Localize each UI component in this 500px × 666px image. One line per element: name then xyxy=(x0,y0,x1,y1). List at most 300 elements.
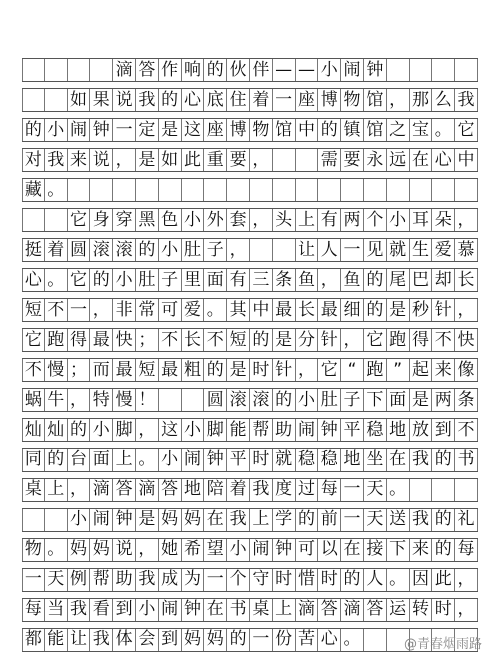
grid-cell: 时 xyxy=(250,359,273,381)
grid-cell: 是 xyxy=(227,359,250,381)
grid-cell: 一 xyxy=(341,479,364,501)
grid-cell: 脚 xyxy=(113,419,136,441)
grid-cell: 的 xyxy=(45,449,68,471)
grid-cell: 在 xyxy=(204,509,227,531)
grid-cell: 的 xyxy=(227,629,250,651)
grid-cell: 守 xyxy=(250,569,273,591)
grid-cell: 得 xyxy=(410,329,433,351)
grid-cell: 慢 xyxy=(45,359,68,381)
composition-grid-paper xyxy=(22,58,478,658)
grid-cell: 。 xyxy=(387,569,410,591)
grid-cell: 天 xyxy=(364,509,387,531)
grid-cell: 慢 xyxy=(113,389,136,411)
grid-cell: 滴 xyxy=(136,479,159,501)
grid-cell xyxy=(364,179,387,201)
grid-cell: 头 xyxy=(273,209,296,231)
grid-cell xyxy=(45,509,68,531)
grid-cell: 钟 xyxy=(273,539,296,561)
grid-cell: 闹 xyxy=(296,419,319,441)
grid-cell: 色 xyxy=(159,209,182,231)
grid-cell: 的 xyxy=(432,539,455,561)
grid-cell: 粗 xyxy=(182,359,205,381)
grid-cell: 可 xyxy=(296,539,319,561)
grid-cell: 不 xyxy=(204,329,227,351)
grid-cell xyxy=(273,239,296,261)
grid-cell: 脚 xyxy=(204,419,227,441)
grid-cell: 一 xyxy=(68,299,91,321)
grid-cell: 能 xyxy=(45,629,68,651)
grid-cell: 得 xyxy=(68,329,91,351)
grid-cell: 博 xyxy=(227,119,250,141)
grid-cell: 。 xyxy=(341,629,364,651)
grid-cell xyxy=(159,179,182,201)
grid-cell: 灿 xyxy=(45,419,68,441)
grid-row xyxy=(22,508,478,532)
grid-cell: 个 xyxy=(227,569,250,591)
grid-cell: 针 xyxy=(432,299,455,321)
grid-cell: ， xyxy=(318,269,341,291)
grid-cell: 她 xyxy=(159,539,182,561)
grid-cell: ， xyxy=(296,359,319,381)
grid-cell: 它 xyxy=(68,209,91,231)
grid-cell: 平 xyxy=(341,419,364,441)
grid-cell xyxy=(22,509,45,531)
grid-row xyxy=(22,148,478,172)
grid-cell: 钟 xyxy=(318,419,341,441)
grid-cell: 肚 xyxy=(136,269,159,291)
grid-cell: 快 xyxy=(113,329,136,351)
grid-row xyxy=(22,448,478,472)
grid-cell: 。 xyxy=(204,299,227,321)
grid-cell: 是 xyxy=(159,119,182,141)
grid-cell: 爱 xyxy=(432,239,455,261)
grid-cell: 面 xyxy=(387,389,410,411)
grid-cell: 对 xyxy=(22,149,45,171)
grid-cell: 小 xyxy=(159,239,182,261)
grid-cell xyxy=(45,89,68,111)
grid-cell: 我 xyxy=(90,629,113,651)
grid-cell: 短 xyxy=(22,299,45,321)
grid-cell: 天 xyxy=(45,569,68,591)
grid-cell: 来 xyxy=(432,359,455,381)
grid-row xyxy=(22,178,478,202)
grid-cell: 帮 xyxy=(90,569,113,591)
grid-cell: 的 xyxy=(364,269,387,291)
grid-cell xyxy=(455,59,478,81)
grid-cell: 前 xyxy=(318,509,341,531)
grid-cell: 上 xyxy=(296,209,319,231)
grid-row xyxy=(22,238,478,262)
grid-cell: ， xyxy=(455,569,478,591)
grid-cell: 台 xyxy=(68,449,91,471)
grid-cell: 同 xyxy=(22,449,45,471)
grid-cell: 滚 xyxy=(113,239,136,261)
grid-cell: ， xyxy=(136,419,159,441)
grid-cell: 在 xyxy=(387,449,410,471)
grid-row xyxy=(22,538,478,562)
grid-cell: 座 xyxy=(204,119,227,141)
grid-cell xyxy=(136,179,159,201)
grid-cell: 最 xyxy=(273,299,296,321)
grid-cell: ； xyxy=(68,359,91,381)
grid-cell: 蜗 xyxy=(22,389,45,411)
grid-cell: 就 xyxy=(273,449,296,471)
grid-row xyxy=(22,268,478,292)
grid-cell: ， xyxy=(90,299,113,321)
grid-cell: 小 xyxy=(227,539,250,561)
grid-cell: 黑 xyxy=(136,209,159,231)
grid-cell: 在 xyxy=(204,599,227,621)
grid-cell: 我 xyxy=(455,89,478,111)
grid-cell: 面 xyxy=(204,269,227,291)
grid-cell: 而 xyxy=(90,359,113,381)
grid-cell: 地 xyxy=(387,419,410,441)
grid-cell: 不 xyxy=(45,299,68,321)
grid-cell: 不 xyxy=(455,419,478,441)
grid-cell: 伴 xyxy=(250,59,273,81)
grid-cell: 此 xyxy=(182,149,205,171)
grid-cell xyxy=(90,59,113,81)
grid-cell: 的 xyxy=(22,119,45,141)
grid-cell: 。 xyxy=(45,269,68,291)
grid-cell: 那 xyxy=(410,89,433,111)
grid-cell: 穿 xyxy=(113,209,136,231)
grid-cell: ， xyxy=(455,299,478,321)
grid-cell: 藏 xyxy=(22,179,45,201)
grid-cell: 的 xyxy=(432,509,455,531)
grid-cell xyxy=(45,59,68,81)
grid-cell: 两 xyxy=(341,209,364,231)
grid-cell: 的 xyxy=(250,329,273,351)
grid-cell: 我 xyxy=(410,449,433,471)
grid-cell: 它 xyxy=(364,329,387,351)
grid-cell: 书 xyxy=(455,449,478,471)
grid-cell: 跑 xyxy=(364,359,387,381)
grid-cell: ， xyxy=(387,89,410,111)
grid-cell: ， xyxy=(68,479,91,501)
grid-cell xyxy=(22,89,45,111)
grid-cell: 桌 xyxy=(22,479,45,501)
grid-cell: 起 xyxy=(410,359,433,381)
grid-cell: 最 xyxy=(113,359,136,381)
grid-cell: 馆 xyxy=(364,89,387,111)
grid-cell: 放 xyxy=(410,419,433,441)
grid-cell: 要 xyxy=(341,149,364,171)
grid-cell xyxy=(432,59,455,81)
grid-cell xyxy=(273,149,296,171)
grid-cell: 当 xyxy=(45,599,68,621)
grid-cell: 外 xyxy=(204,209,227,231)
grid-cell: 桌 xyxy=(250,599,273,621)
grid-cell: 细 xyxy=(341,299,364,321)
grid-cell: ， xyxy=(68,389,91,411)
grid-cell: 可 xyxy=(159,299,182,321)
grid-cell: 闹 xyxy=(90,509,113,531)
grid-cell: 牛 xyxy=(45,389,68,411)
grid-cell: 着 xyxy=(250,89,273,111)
grid-cell: 稳 xyxy=(364,419,387,441)
grid-cell: 子 xyxy=(341,389,364,411)
grid-cell: 我 xyxy=(136,569,159,591)
grid-cell: 子 xyxy=(204,239,227,261)
grid-cell: 帮 xyxy=(250,419,273,441)
grid-cell: 份 xyxy=(273,629,296,651)
grid-cell: 。 xyxy=(45,179,68,201)
grid-cell: 让 xyxy=(68,629,91,651)
grid-cell: ， xyxy=(227,239,250,261)
grid-cell: 人 xyxy=(364,569,387,591)
grid-cell: 。 xyxy=(432,119,455,141)
grid-cell xyxy=(227,179,250,201)
grid-cell: ； xyxy=(136,329,159,351)
grid-cell: 小 xyxy=(159,449,182,471)
grid-cell: ， xyxy=(136,539,159,561)
grid-cell xyxy=(387,179,410,201)
grid-cell: 长 xyxy=(296,299,319,321)
grid-cell: 像 xyxy=(455,359,478,381)
grid-cell xyxy=(296,149,319,171)
grid-cell: 爱 xyxy=(182,299,205,321)
grid-cell: 心 xyxy=(432,149,455,171)
grid-row xyxy=(22,208,478,232)
grid-cell: — xyxy=(273,59,296,81)
grid-cell: 坐 xyxy=(364,449,387,471)
grid-cell: 如 xyxy=(68,89,91,111)
grid-cell: 天 xyxy=(364,479,387,501)
grid-cell: 滴 xyxy=(341,599,364,621)
grid-cell: 中 xyxy=(455,149,478,171)
grid-cell: 耳 xyxy=(410,209,433,231)
grid-cell: 闹 xyxy=(68,119,91,141)
grid-row xyxy=(22,478,478,502)
grid-cell: 着 xyxy=(45,239,68,261)
grid-cell xyxy=(455,179,478,201)
grid-cell xyxy=(318,179,341,201)
grid-cell: 答 xyxy=(113,479,136,501)
grid-cell xyxy=(455,479,478,501)
grid-cell xyxy=(341,179,364,201)
grid-cell: 最 xyxy=(159,359,182,381)
grid-cell: 两 xyxy=(432,389,455,411)
grid-cell: 礼 xyxy=(455,509,478,531)
grid-cell: 需 xyxy=(318,149,341,171)
grid-cell: 一 xyxy=(341,239,364,261)
grid-cell: 看 xyxy=(90,599,113,621)
grid-cell xyxy=(159,389,182,411)
grid-cell: 上 xyxy=(250,509,273,531)
grid-cell: 物 xyxy=(22,539,45,561)
grid-cell: 重 xyxy=(204,149,227,171)
grid-cell: 地 xyxy=(341,449,364,471)
grid-cell: 秒 xyxy=(410,299,433,321)
grid-cell: 是 xyxy=(136,509,159,531)
grid-cell: 的 xyxy=(136,239,159,261)
grid-cell: 条 xyxy=(455,389,478,411)
grid-cell: 答 xyxy=(159,479,182,501)
grid-cell: 苦 xyxy=(296,629,319,651)
grid-cell xyxy=(410,179,433,201)
grid-cell xyxy=(22,59,45,81)
grid-cell: 闹 xyxy=(341,59,364,81)
grid-cell: 下 xyxy=(364,389,387,411)
grid-cell: 最 xyxy=(90,329,113,351)
grid-cell: 的 xyxy=(273,389,296,411)
grid-cell: 妈 xyxy=(182,509,205,531)
grid-cell xyxy=(68,179,91,201)
grid-cell: 跑 xyxy=(45,329,68,351)
grid-cell: 是 xyxy=(387,299,410,321)
grid-cell xyxy=(250,179,273,201)
grid-cell: 馆 xyxy=(273,119,296,141)
grid-cell: 它 xyxy=(455,119,478,141)
grid-cell: 如 xyxy=(159,149,182,171)
grid-cell: 说 xyxy=(90,149,113,171)
grid-cell: 针 xyxy=(273,359,296,381)
grid-cell: 心 xyxy=(182,89,205,111)
grid-cell: 例 xyxy=(68,569,91,591)
grid-cell xyxy=(432,179,455,201)
grid-cell xyxy=(250,239,273,261)
grid-cell: 一 xyxy=(273,89,296,111)
grid-row xyxy=(22,358,478,382)
grid-cell xyxy=(273,179,296,201)
grid-cell: 妈 xyxy=(68,539,91,561)
grid-cell: 底 xyxy=(204,89,227,111)
grid-cell: 肚 xyxy=(182,239,205,261)
grid-cell: 妈 xyxy=(182,629,205,651)
grid-cell: 短 xyxy=(227,329,250,351)
grid-cell: 每 xyxy=(318,479,341,501)
grid-cell: 小 xyxy=(182,209,205,231)
grid-cell: 每 xyxy=(22,599,45,621)
grid-cell: 圆 xyxy=(68,239,91,261)
grid-cell xyxy=(68,59,91,81)
grid-cell: 滴 xyxy=(296,599,319,621)
grid-cell: 答 xyxy=(364,599,387,621)
grid-cell: 下 xyxy=(387,539,410,561)
grid-cell: 果 xyxy=(90,89,113,111)
grid-cell: 稳 xyxy=(318,449,341,471)
grid-cell: 的 xyxy=(68,419,91,441)
grid-cell: 来 xyxy=(68,149,91,171)
grid-cell: 它 xyxy=(22,329,45,351)
grid-cell: 挺 xyxy=(22,239,45,261)
grid-cell: 有 xyxy=(318,209,341,231)
grid-cell: 个 xyxy=(364,209,387,231)
grid-cell: 见 xyxy=(364,239,387,261)
grid-cell: 就 xyxy=(387,239,410,261)
grid-cell: 地 xyxy=(182,479,205,501)
grid-cell: 学 xyxy=(273,509,296,531)
grid-cell: 巴 xyxy=(410,269,433,291)
grid-cell: 钟 xyxy=(113,509,136,531)
grid-cell: 能 xyxy=(227,419,250,441)
grid-cell: 永 xyxy=(364,149,387,171)
grid-cell: 成 xyxy=(159,569,182,591)
grid-cell: 中 xyxy=(250,299,273,321)
grid-cell: 送 xyxy=(387,509,410,531)
grid-cell: 一 xyxy=(204,569,227,591)
grid-cell: 都 xyxy=(22,629,45,651)
grid-cell: 定 xyxy=(136,119,159,141)
grid-cell: 要 xyxy=(227,149,250,171)
grid-cell: 时 xyxy=(318,569,341,591)
grid-cell xyxy=(182,179,205,201)
grid-cell: 里 xyxy=(182,269,205,291)
grid-cell: 生 xyxy=(410,239,433,261)
grid-cell: 作 xyxy=(159,59,182,81)
grid-cell: 小 xyxy=(387,209,410,231)
grid-cell: 之 xyxy=(387,119,410,141)
grid-cell: 一 xyxy=(250,629,273,651)
grid-cell: 过 xyxy=(296,479,319,501)
grid-cell xyxy=(22,209,45,231)
grid-cell: ， xyxy=(455,599,478,621)
grid-cell: 面 xyxy=(90,449,113,471)
grid-cell: 特 xyxy=(90,389,113,411)
grid-cell: 的 xyxy=(318,119,341,141)
grid-cell: 短 xyxy=(136,359,159,381)
grid-cell: 在 xyxy=(341,539,364,561)
grid-cell: 的 xyxy=(296,509,319,531)
grid-cell: 时 xyxy=(273,569,296,591)
grid-cell: 三 xyxy=(250,269,273,291)
grid-cell: 钟 xyxy=(204,449,227,471)
grid-cell: ， xyxy=(113,149,136,171)
grid-cell: 却 xyxy=(432,269,455,291)
grid-cell: 住 xyxy=(227,89,250,111)
grid-row xyxy=(22,388,478,412)
grid-cell: 希 xyxy=(182,539,205,561)
grid-cell: 闹 xyxy=(250,539,273,561)
grid-cell: 心 xyxy=(22,269,45,291)
grid-cell: 滚 xyxy=(250,389,273,411)
grid-cell: 运 xyxy=(387,599,410,621)
grid-cell: 因 xyxy=(410,569,433,591)
grid-cell: 我 xyxy=(410,509,433,531)
grid-cell: 不 xyxy=(432,329,455,351)
grid-cell: 小 xyxy=(318,59,341,81)
grid-cell: 闹 xyxy=(182,449,205,471)
grid-cell: 说 xyxy=(113,89,136,111)
grid-cell: 助 xyxy=(113,569,136,591)
grid-cell: 人 xyxy=(318,239,341,261)
grid-cell: 圆 xyxy=(204,389,227,411)
grid-cell: 转 xyxy=(410,599,433,621)
grid-cell: 体 xyxy=(113,629,136,651)
grid-cell: 宝 xyxy=(410,119,433,141)
grid-cell xyxy=(410,479,433,501)
grid-cell: 套 xyxy=(227,209,250,231)
grid-row xyxy=(22,328,478,352)
grid-cell: 身 xyxy=(90,209,113,231)
grid-cell: 书 xyxy=(227,599,250,621)
grid-cell: 我 xyxy=(136,89,159,111)
grid-cell: 伙 xyxy=(227,59,250,81)
grid-cell: 博 xyxy=(318,89,341,111)
grid-cell: 针 xyxy=(318,329,341,351)
grid-cell xyxy=(410,59,433,81)
grid-cell: 物 xyxy=(341,89,364,111)
grid-cell: 肚 xyxy=(318,389,341,411)
grid-cell: 平 xyxy=(227,449,250,471)
grid-cell: 妈 xyxy=(90,539,113,561)
grid-cell: 会 xyxy=(136,629,159,651)
grid-cell: 小 xyxy=(296,389,319,411)
grid-cell: 是 xyxy=(410,389,433,411)
grid-cell xyxy=(387,59,410,81)
grid-row xyxy=(22,568,478,592)
